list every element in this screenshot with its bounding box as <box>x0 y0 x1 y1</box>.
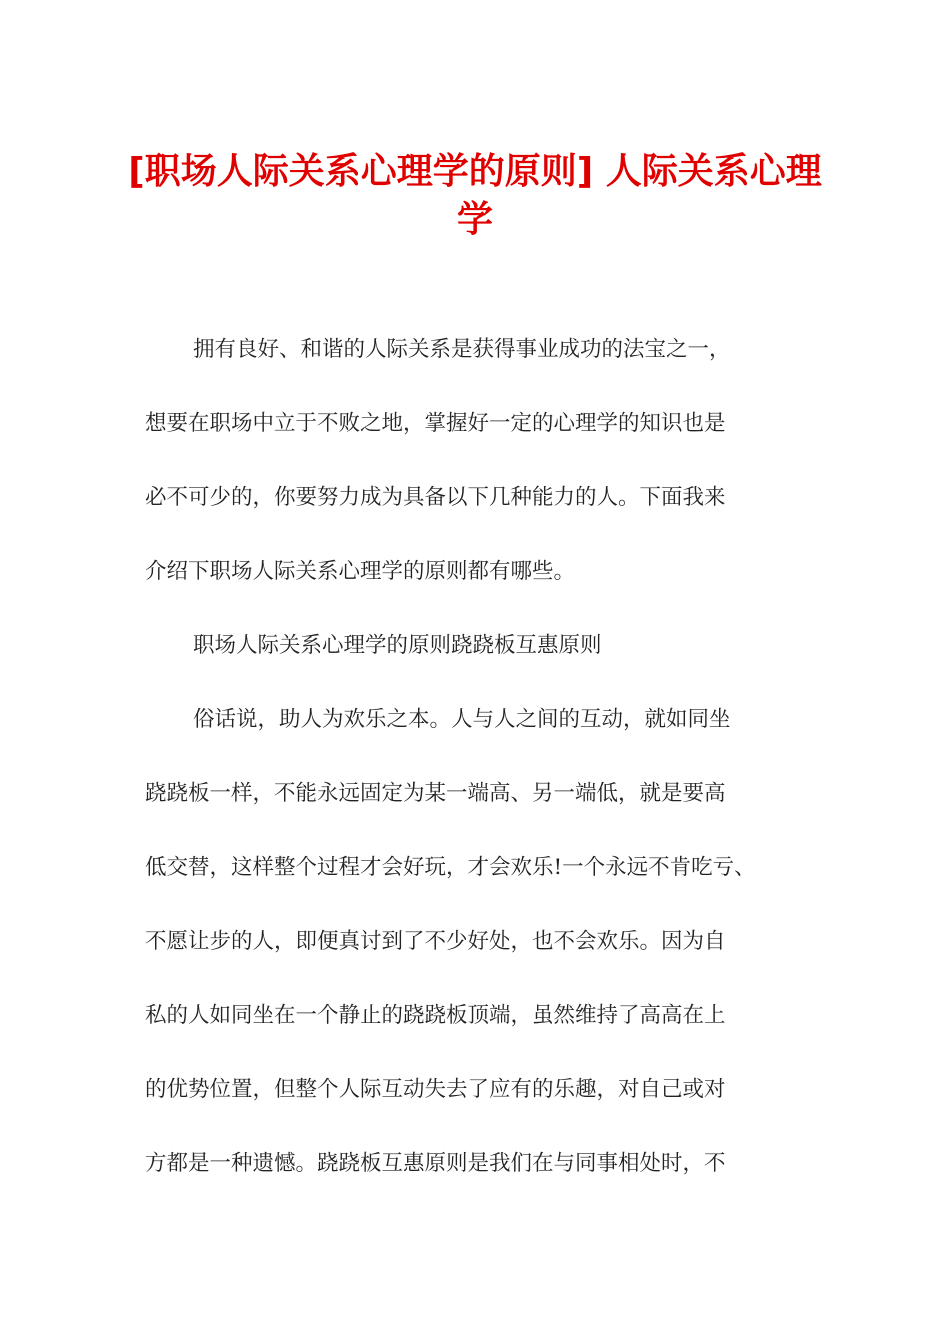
paragraph-line: 私的人如同坐在一个静止的跷跷板顶端，虽然维持了高高在上 <box>145 1003 726 1028</box>
paragraph-line: 必不可少的，你要努力成为具备以下几种能力的人。下面我来 <box>145 485 726 510</box>
paragraph-line: 低交替，这样整个过程才会好玩，才会欢乐!一个永远不肯吃亏、 <box>145 855 756 880</box>
paragraph-line: 介绍下职场人际关系心理学的原则都有哪些。 <box>145 559 576 584</box>
section-heading: 职场人际关系心理学的原则跷跷板互惠原则 <box>193 633 602 658</box>
paragraph-line: 拥有良好、和谐的人际关系是获得事业成功的法宝之一， <box>193 337 731 362</box>
document-title: [职场人际关系心理学的原则] 人际关系心理学 <box>128 151 822 240</box>
paragraph-line: 想要在职场中立于不败之地，掌握好一定的心理学的知识也是 <box>145 411 726 436</box>
paragraph-line: 俗话说，助人为欢乐之本。人与人之间的互动，就如同坐 <box>193 707 731 732</box>
paragraph-line: 不愿让步的人，即便真讨到了不少好处，也不会欢乐。因为自 <box>145 929 726 954</box>
paragraph-line: 方都是一种遗憾。跷跷板互惠原则是我们在与同事相处时，不 <box>145 1151 726 1176</box>
paragraph-line: 的优势位置，但整个人际互动失去了应有的乐趣，对自己或对 <box>145 1077 726 1102</box>
paragraph-line: 跷跷板一样，不能永远固定为某一端高、另一端低，就是要高 <box>145 781 726 806</box>
